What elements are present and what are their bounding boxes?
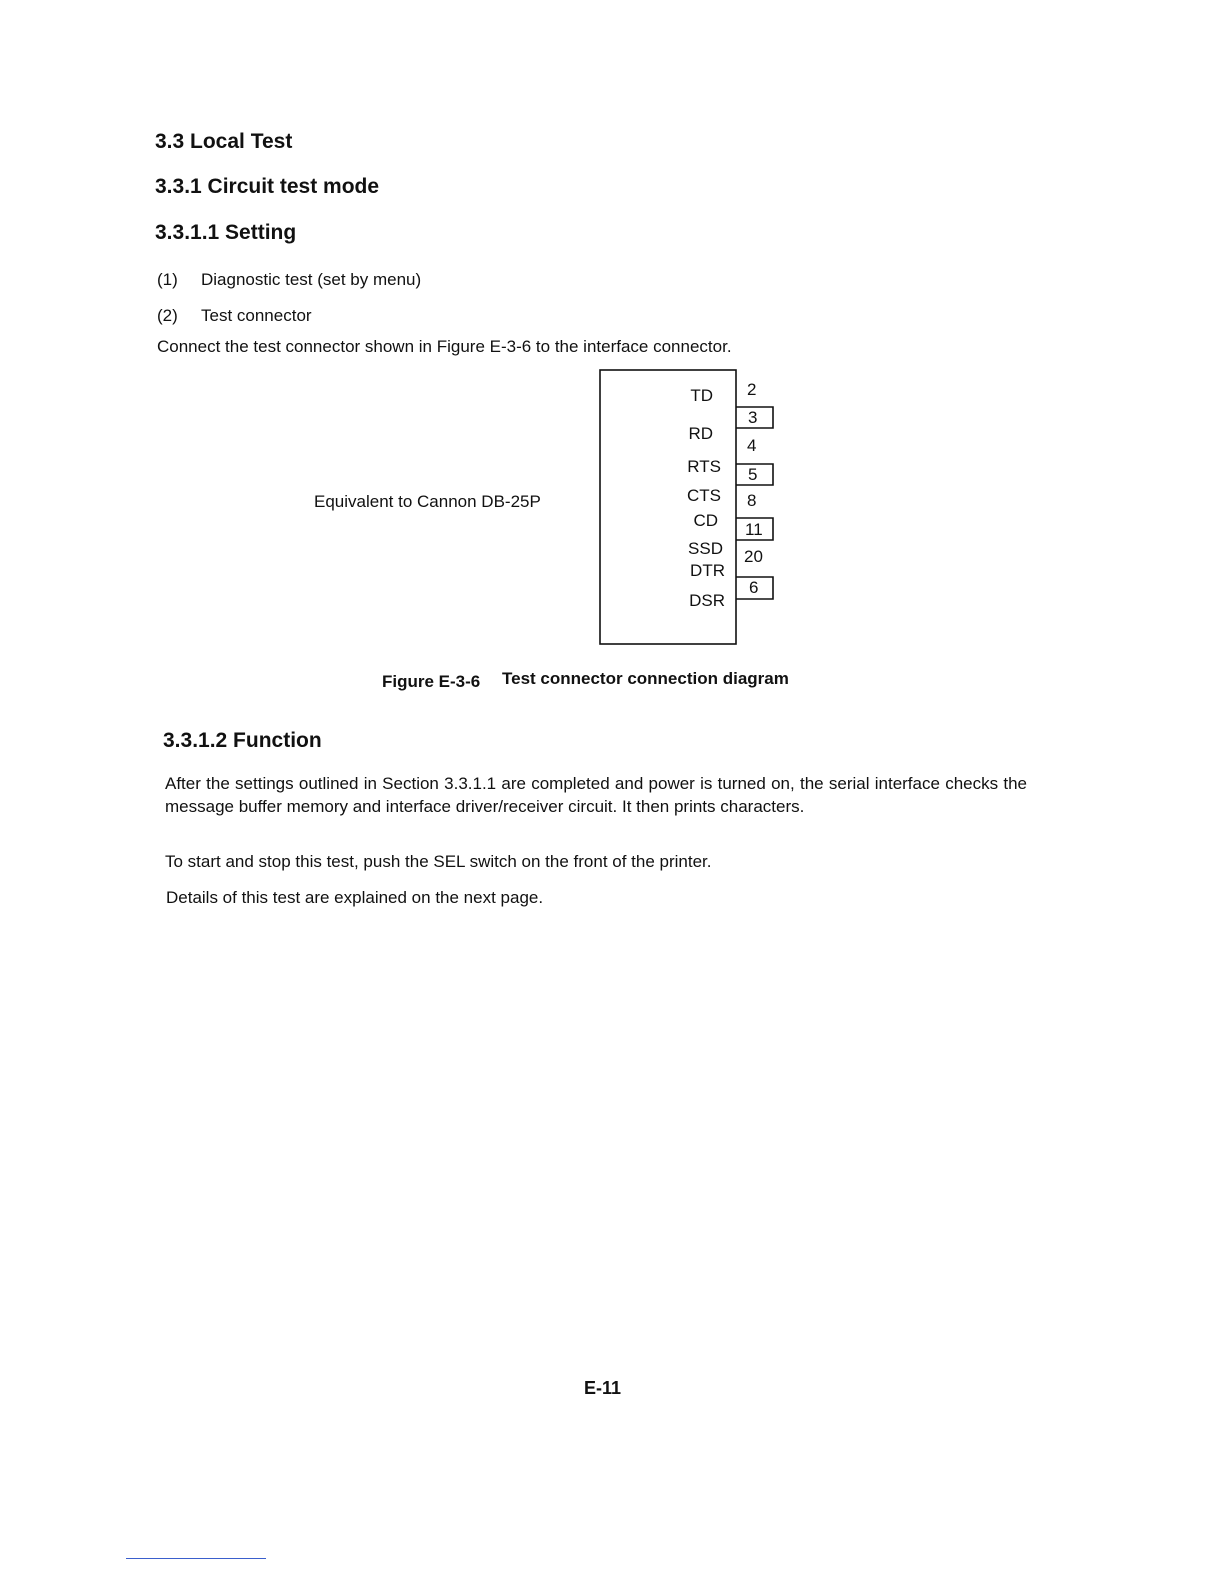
- start-stop-instruction: To start and stop this test, push the SEL switch on the front of the printer.: [165, 852, 712, 871]
- section-heading-3-3: 3.3 Local Test: [155, 130, 293, 153]
- setting-item-number: (2): [157, 306, 178, 325]
- connect-instruction: Connect the test connector shown in Figure E-3-6 to the interface connector.: [157, 337, 732, 356]
- signal-cts: CTS: [687, 486, 721, 505]
- section-heading-3-3-1-2: 3.3.1.2 Function: [163, 729, 322, 752]
- figure-number: Figure E-3-6: [382, 672, 481, 691]
- signal-rts: RTS: [687, 457, 721, 476]
- signal-ssd: SSD: [688, 539, 723, 558]
- signal-cd: CD: [693, 511, 718, 530]
- pin-number: 4: [747, 436, 757, 455]
- signal-dsr: DSR: [689, 591, 725, 610]
- page-number: E-11: [584, 1378, 622, 1398]
- pin-number: 11: [745, 520, 763, 539]
- setting-item-text: Test connector: [201, 306, 312, 325]
- section-heading-3-3-1-1: 3.3.1.1 Setting: [155, 221, 297, 244]
- setting-item-text: Diagnostic test (set by menu): [201, 270, 422, 289]
- function-paragraph: After the settings outlined in Section 3.3.1.1 are completed and power is turned on, the serial interface checks the message buffer memory and interface driver/receiver circuit. It then prints characters.: [165, 774, 1027, 816]
- pin-number: 5: [748, 465, 758, 484]
- signal-dtr: DTR: [690, 561, 725, 580]
- setting-item-number: (1): [157, 270, 178, 289]
- pin-number: 20: [744, 547, 763, 566]
- pin-number: 8: [747, 491, 757, 510]
- details-note: Details of this test are explained on the next page.: [166, 888, 544, 907]
- footer-rule: [126, 1558, 266, 1559]
- pin-number: 6: [749, 578, 759, 597]
- pin-number: 2: [747, 380, 757, 399]
- signal-td: TD: [690, 386, 713, 405]
- pin-number: 3: [748, 408, 758, 427]
- equivalent-label: Equivalent to Cannon DB-25P: [314, 492, 541, 511]
- section-heading-3-3-1: 3.3.1 Circuit test mode: [155, 175, 380, 198]
- figure-title: Test connector connection diagram: [502, 669, 789, 688]
- signal-rd: RD: [688, 424, 713, 443]
